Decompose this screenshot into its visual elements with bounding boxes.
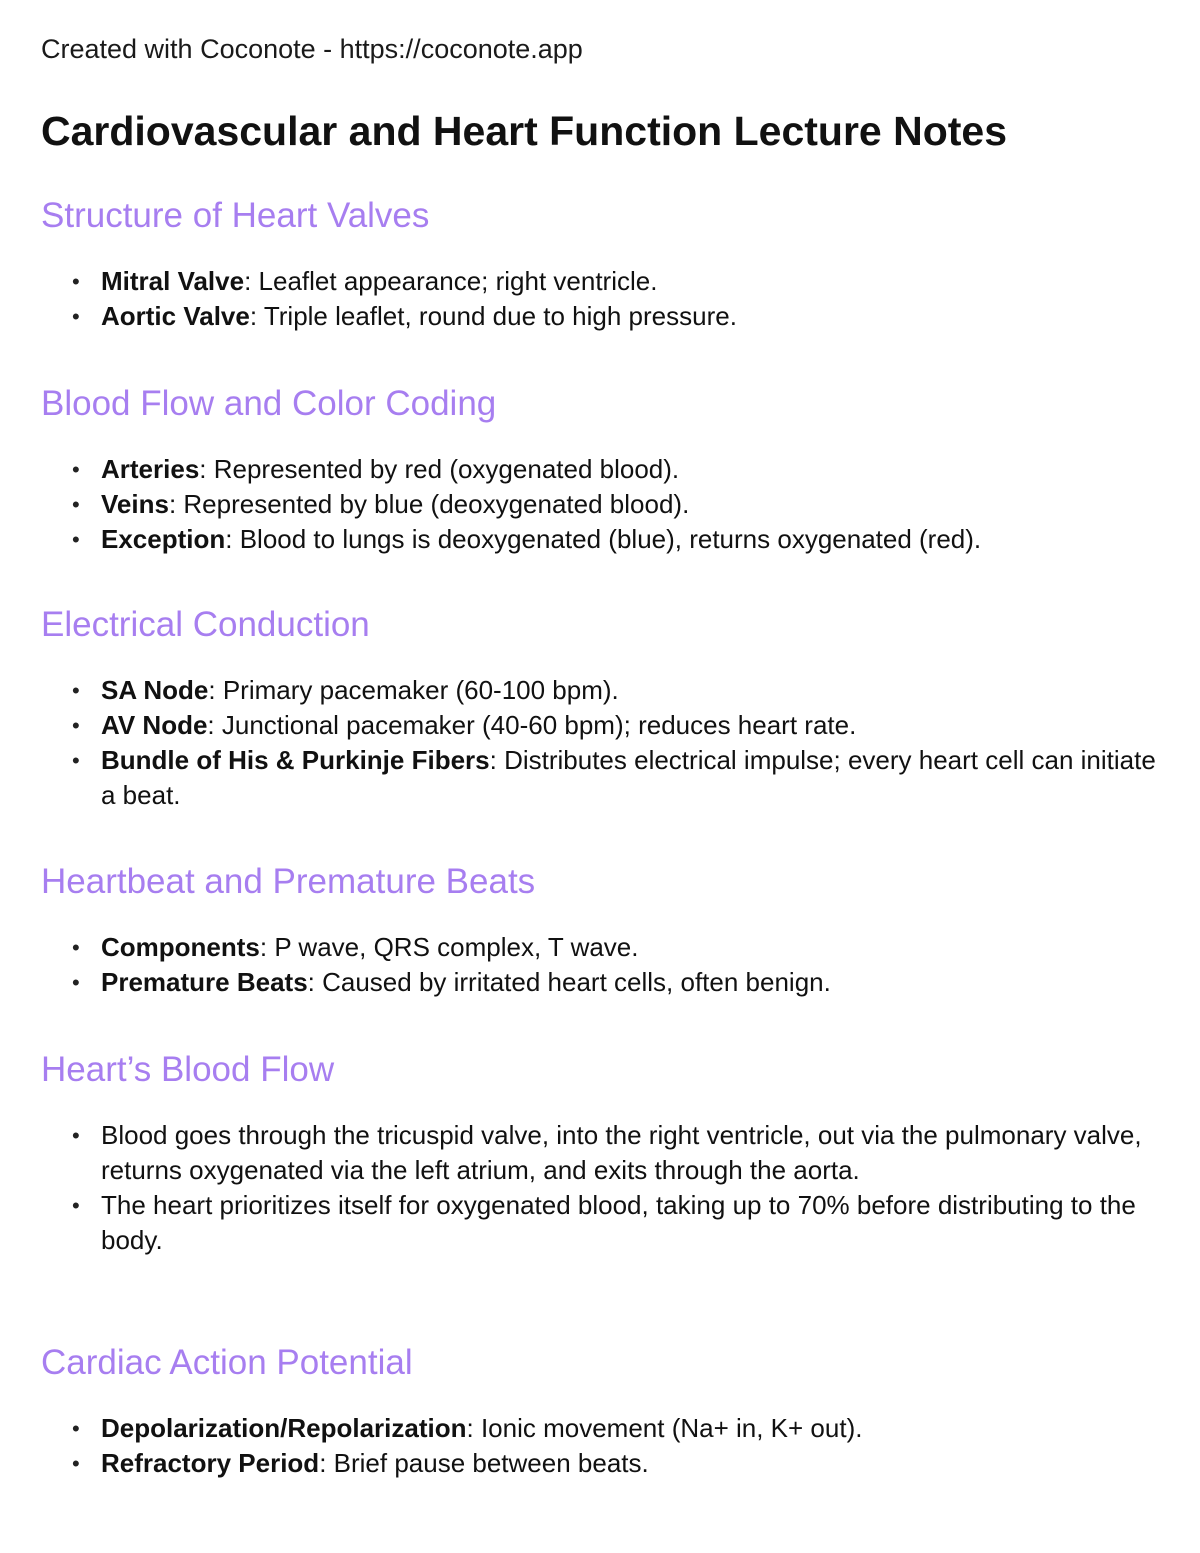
list-item bbox=[41, 930, 1161, 965]
list-item bbox=[41, 743, 1161, 813]
item-text: : Represented by red (oxygenated blood). bbox=[199, 454, 680, 484]
bullet-list bbox=[41, 673, 1161, 813]
section-blood-flow-and-color-coding bbox=[41, 382, 1161, 557]
item-term: Depolarization/Repolarization bbox=[101, 1413, 467, 1443]
list-item bbox=[41, 673, 1161, 708]
item-text: Blood goes through the tricuspid valve, into the right ventricle, out via the pulmonary valve, returns oxygenated via the left atrium, and exits through the aorta. bbox=[101, 1120, 1142, 1185]
section-heading: Heart’s Blood Flow bbox=[41, 1050, 335, 1089]
bullet-list bbox=[41, 930, 1161, 1000]
item-term: Premature Beats bbox=[101, 967, 308, 997]
bullet-icon: • bbox=[72, 269, 80, 294]
item-text: : Represented by blue (deoxygenated blood). bbox=[168, 489, 690, 519]
bullet-icon: • bbox=[72, 970, 80, 995]
bullet-icon: • bbox=[72, 457, 80, 482]
item-text: : Primary pacemaker (60-100 bpm). bbox=[208, 675, 619, 705]
item-term: SA Node bbox=[101, 675, 209, 705]
item-text: : P wave, QRS complex, T wave. bbox=[259, 932, 639, 962]
section-heading: Blood Flow and Color Coding bbox=[41, 384, 497, 423]
item-text: : Triple leaflet, round due to high pressure. bbox=[249, 301, 737, 331]
list-item bbox=[41, 452, 1161, 487]
item-text: : Brief pause between beats. bbox=[319, 1448, 649, 1478]
bullet-icon: • bbox=[72, 492, 80, 517]
section-structure-of-heart-valves bbox=[41, 194, 1161, 334]
list-item bbox=[41, 487, 1161, 522]
list-item bbox=[41, 1446, 1161, 1481]
list-item bbox=[41, 708, 1161, 743]
bullet-icon: • bbox=[72, 935, 80, 960]
item-text: : Blood to lungs is deoxygenated (blue), returns oxygenated (red). bbox=[225, 524, 982, 554]
bullet-icon: • bbox=[72, 304, 80, 329]
item-text: : Leaflet appearance; right ventricle. bbox=[244, 266, 658, 296]
item-text: : Distributes electrical impulse; every heart cell can initiate a beat. bbox=[101, 745, 1156, 810]
bullet-icon: • bbox=[72, 1193, 80, 1218]
section-heading: Structure of Heart Valves bbox=[41, 196, 430, 235]
bullet-list bbox=[41, 1411, 1161, 1481]
section-hearts-blood-flow bbox=[41, 1048, 1161, 1258]
item-text: : Junctional pacemaker (40-60 bpm); reduces heart rate. bbox=[207, 710, 857, 740]
list-item bbox=[41, 522, 1161, 557]
bullet-icon: • bbox=[72, 1123, 80, 1148]
bullet-icon: • bbox=[72, 748, 80, 773]
list-item bbox=[41, 1411, 1161, 1446]
list-item bbox=[41, 1188, 1161, 1258]
section-heading: Cardiac Action Potential bbox=[41, 1343, 413, 1382]
bullet-list bbox=[41, 264, 1161, 334]
section-heading: Electrical Conduction bbox=[41, 605, 370, 644]
item-term: Veins bbox=[101, 489, 169, 519]
list-item bbox=[41, 299, 1161, 334]
item-term: Mitral Valve bbox=[101, 266, 245, 296]
list-item bbox=[41, 264, 1161, 299]
section-heading: Heartbeat and Premature Beats bbox=[41, 862, 536, 901]
list-item bbox=[41, 965, 1161, 1000]
item-term: AV Node bbox=[101, 710, 208, 740]
item-term: Components bbox=[101, 932, 260, 962]
section-heartbeat-and-premature-beats bbox=[41, 860, 1161, 1000]
bullet-list bbox=[41, 1118, 1161, 1258]
bullet-icon: • bbox=[72, 713, 80, 738]
item-term: Exception bbox=[101, 524, 226, 554]
section-electrical-conduction bbox=[41, 603, 1161, 813]
list-item bbox=[41, 1118, 1161, 1188]
item-text: : Ionic movement (Na+ in, K+ out). bbox=[466, 1413, 863, 1443]
item-text: : Caused by irritated heart cells, often benign. bbox=[307, 967, 831, 997]
item-text: The heart prioritizes itself for oxygenated blood, taking up to 70% before distributing to the body. bbox=[101, 1190, 1136, 1255]
bullet-icon: • bbox=[72, 1416, 80, 1441]
bullet-icon: • bbox=[72, 678, 80, 703]
item-term: Refractory Period bbox=[101, 1448, 320, 1478]
section-cardiac-action-potential bbox=[41, 1341, 1161, 1481]
item-term: Bundle of His & Purkinje Fibers bbox=[101, 745, 490, 775]
bullet-icon: • bbox=[72, 1451, 80, 1476]
bullet-list bbox=[41, 452, 1161, 557]
item-term: Arteries bbox=[101, 454, 200, 484]
item-term: Aortic Valve bbox=[101, 301, 250, 331]
document-title: Cardiovascular and Heart Function Lecture Notes bbox=[41, 108, 1008, 154]
bullet-icon: • bbox=[72, 527, 80, 552]
created-with-header: Created with Coconote - https://coconote.app bbox=[41, 34, 583, 64]
